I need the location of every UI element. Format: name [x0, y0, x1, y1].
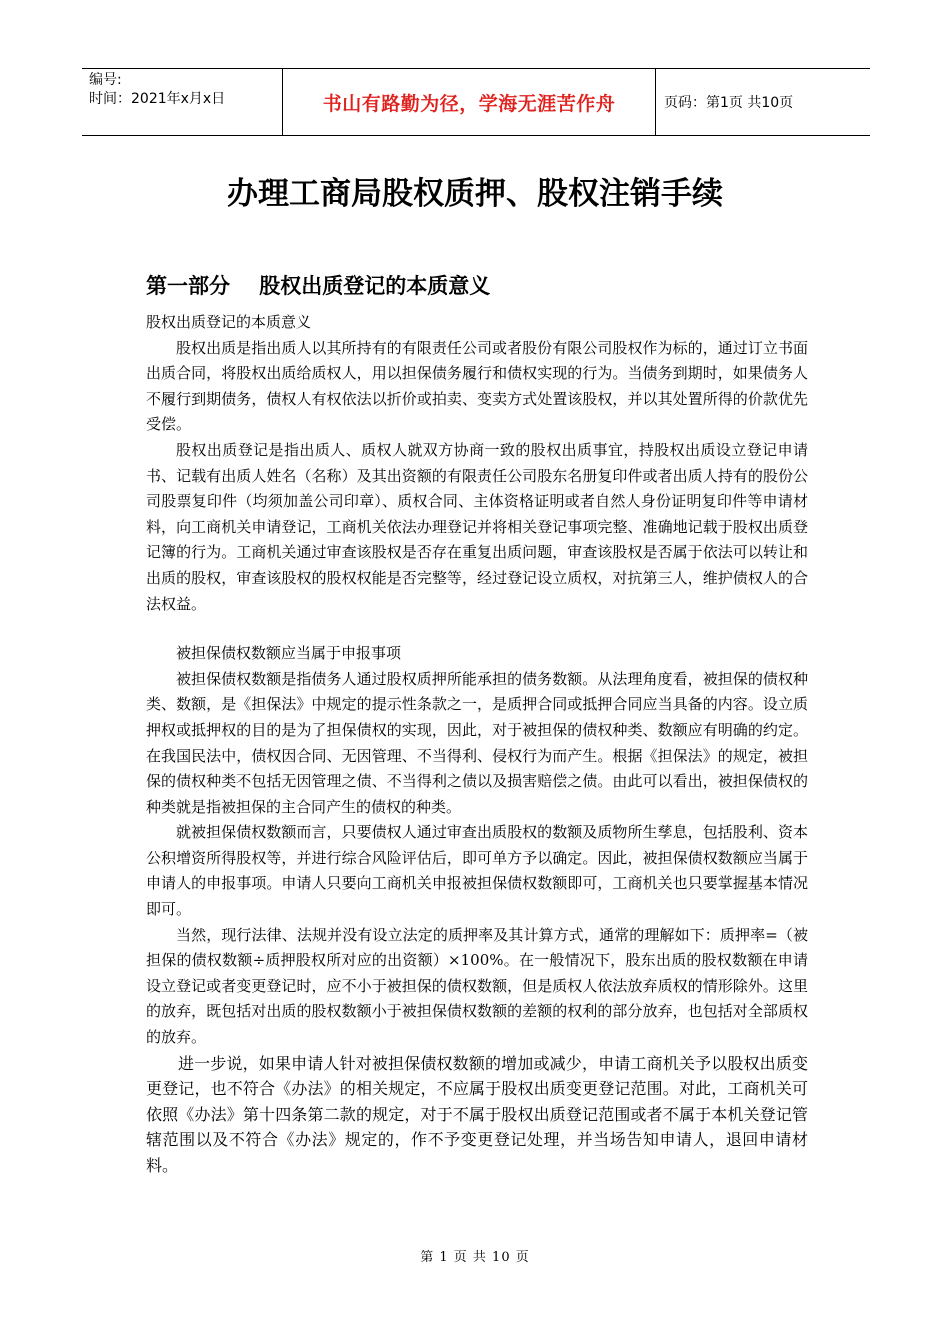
paragraph: 当然，现行法律、法规并没有设立法定的质押率及其计算方式，通常的理解如下：质押率=（被担保的债权数额÷质押股权所对应的出资额）×100%。在一般情况下，股东出质的股权数额在申请设立登记或者变更登记时，应不小于被担保的债权数额，但是质权人依法放弃质权的情形除外。这里的放弃，既包括对出质的股权数额小于被担保债权数额的差额的权利的部分放弃，也包括对全部质权的放弃。 [146, 925, 808, 1047]
section-subtitle: 股权出质登记的本质意义 [146, 313, 312, 331]
paragraph: 被担保债权数额是指债务人通过股权质押所能承担的债务数额。从法理角度看，被担保的债权种类、数额，是《担保法》中规定的提示性条款之一，是质押合同或抵押合同应当具备的内容。设立质押权或抵押权的目的是为了担保债权的实现，因此，对于被担保的债权种类、数额应有明确的约定。在我国民法中，债权因合同、无因管理、不当得利、侵权行为而产生。根据《担保法》的规定，被担保的债权种类不包括无因管理之债、不当得利之债以及损害赔偿之债。由此可以看出，被担保债权的种类就是指被担保的主合同产生的债权的种类。 [146, 669, 808, 816]
document-time-label: 时间：2021年x月x日 [89, 91, 226, 107]
header-page-info: 页码：第1页 共10页 [664, 95, 794, 111]
header-motto-cell [282, 69, 656, 135]
header-table [82, 68, 870, 136]
spacer [146, 617, 808, 641]
paragraph: 进一步说，如果申请人针对被担保债权数额的增加或减少，申请工商机关予以股权出质变更登记，也不符合《办法》的相关规定，不应属于股权出质变更登记范围。对此，工商机关可依照《办法》第十四条第二款的规定，对于不属于股权出质登记范围或者不属于本机关登记管辖范围以及不符合《办法》规定的，作不予变更登记处理，并当场告知申请人，退回申请材料。 [146, 1053, 808, 1175]
section-title: 第一部分 股权出质登记的本质意义 [146, 274, 491, 298]
paragraph: 就被担保债权数额而言，只要债权人通过审查出质股权的数额及质物所生孳息，包括股利、资本公积增资所得股权等，并进行综合风险评估后，即可单方予以确定。因此，被担保债权数额应当属于申请人的申报事项。申请人只要向工商机关申报被担保债权数额即可，工商机关也只要掌握基本情况即可。 [146, 823, 808, 919]
document-title: 办理工商局股权质押、股权注销手续 [227, 176, 723, 212]
header-meta [82, 69, 282, 135]
paragraph: 股权出质是指出质人以其所持有的有限责任公司或者股份有限公司股权作为标的，通过订立书面出质合同，将股权出质给质权人，用以担保债务履行和债权实现的行为。当债务到期时，如果债务人不履行到期债务，债权人有权依法以折价或拍卖、变卖方式处置该股权，并以其处置所得的价款优先受偿。 [146, 338, 808, 434]
page-footer: 第 1 页 共 10 页 [420, 1250, 530, 1265]
paragraph: 股权出质登记是指出质人、质权人就双方协商一致的股权出质事宜，持股权出质设立登记申请书、记载有出质人姓名（名称）及其出资额的有限责任公司股东名册复印件或者出质人持有的股份公司股票复印件（均须加盖公司印章）、质权合同、主体资格证明或者自然人身份证明复印件等申请材料，向工商机关申请登记，工商机关依法办理登记并将相关登记事项完整、准确地记载于股权出质登记簿的行为。工商机关通过审查该股权是否存在重复出质问题，审查该股权是否属于依法可以转让和出质的股权，审查该股权的股权权能是否完整等，经过登记设立质权，对抗第三人，维护债权人的合法权益。 [146, 440, 808, 613]
document-body [146, 310, 808, 1179]
header-motto: 书山有路勤为径，学海无涯苦作舟 [322, 92, 616, 115]
subsection-heading: 被担保债权数额应当属于申报事项 [176, 644, 402, 663]
document-number-label: 编号: [89, 72, 122, 88]
